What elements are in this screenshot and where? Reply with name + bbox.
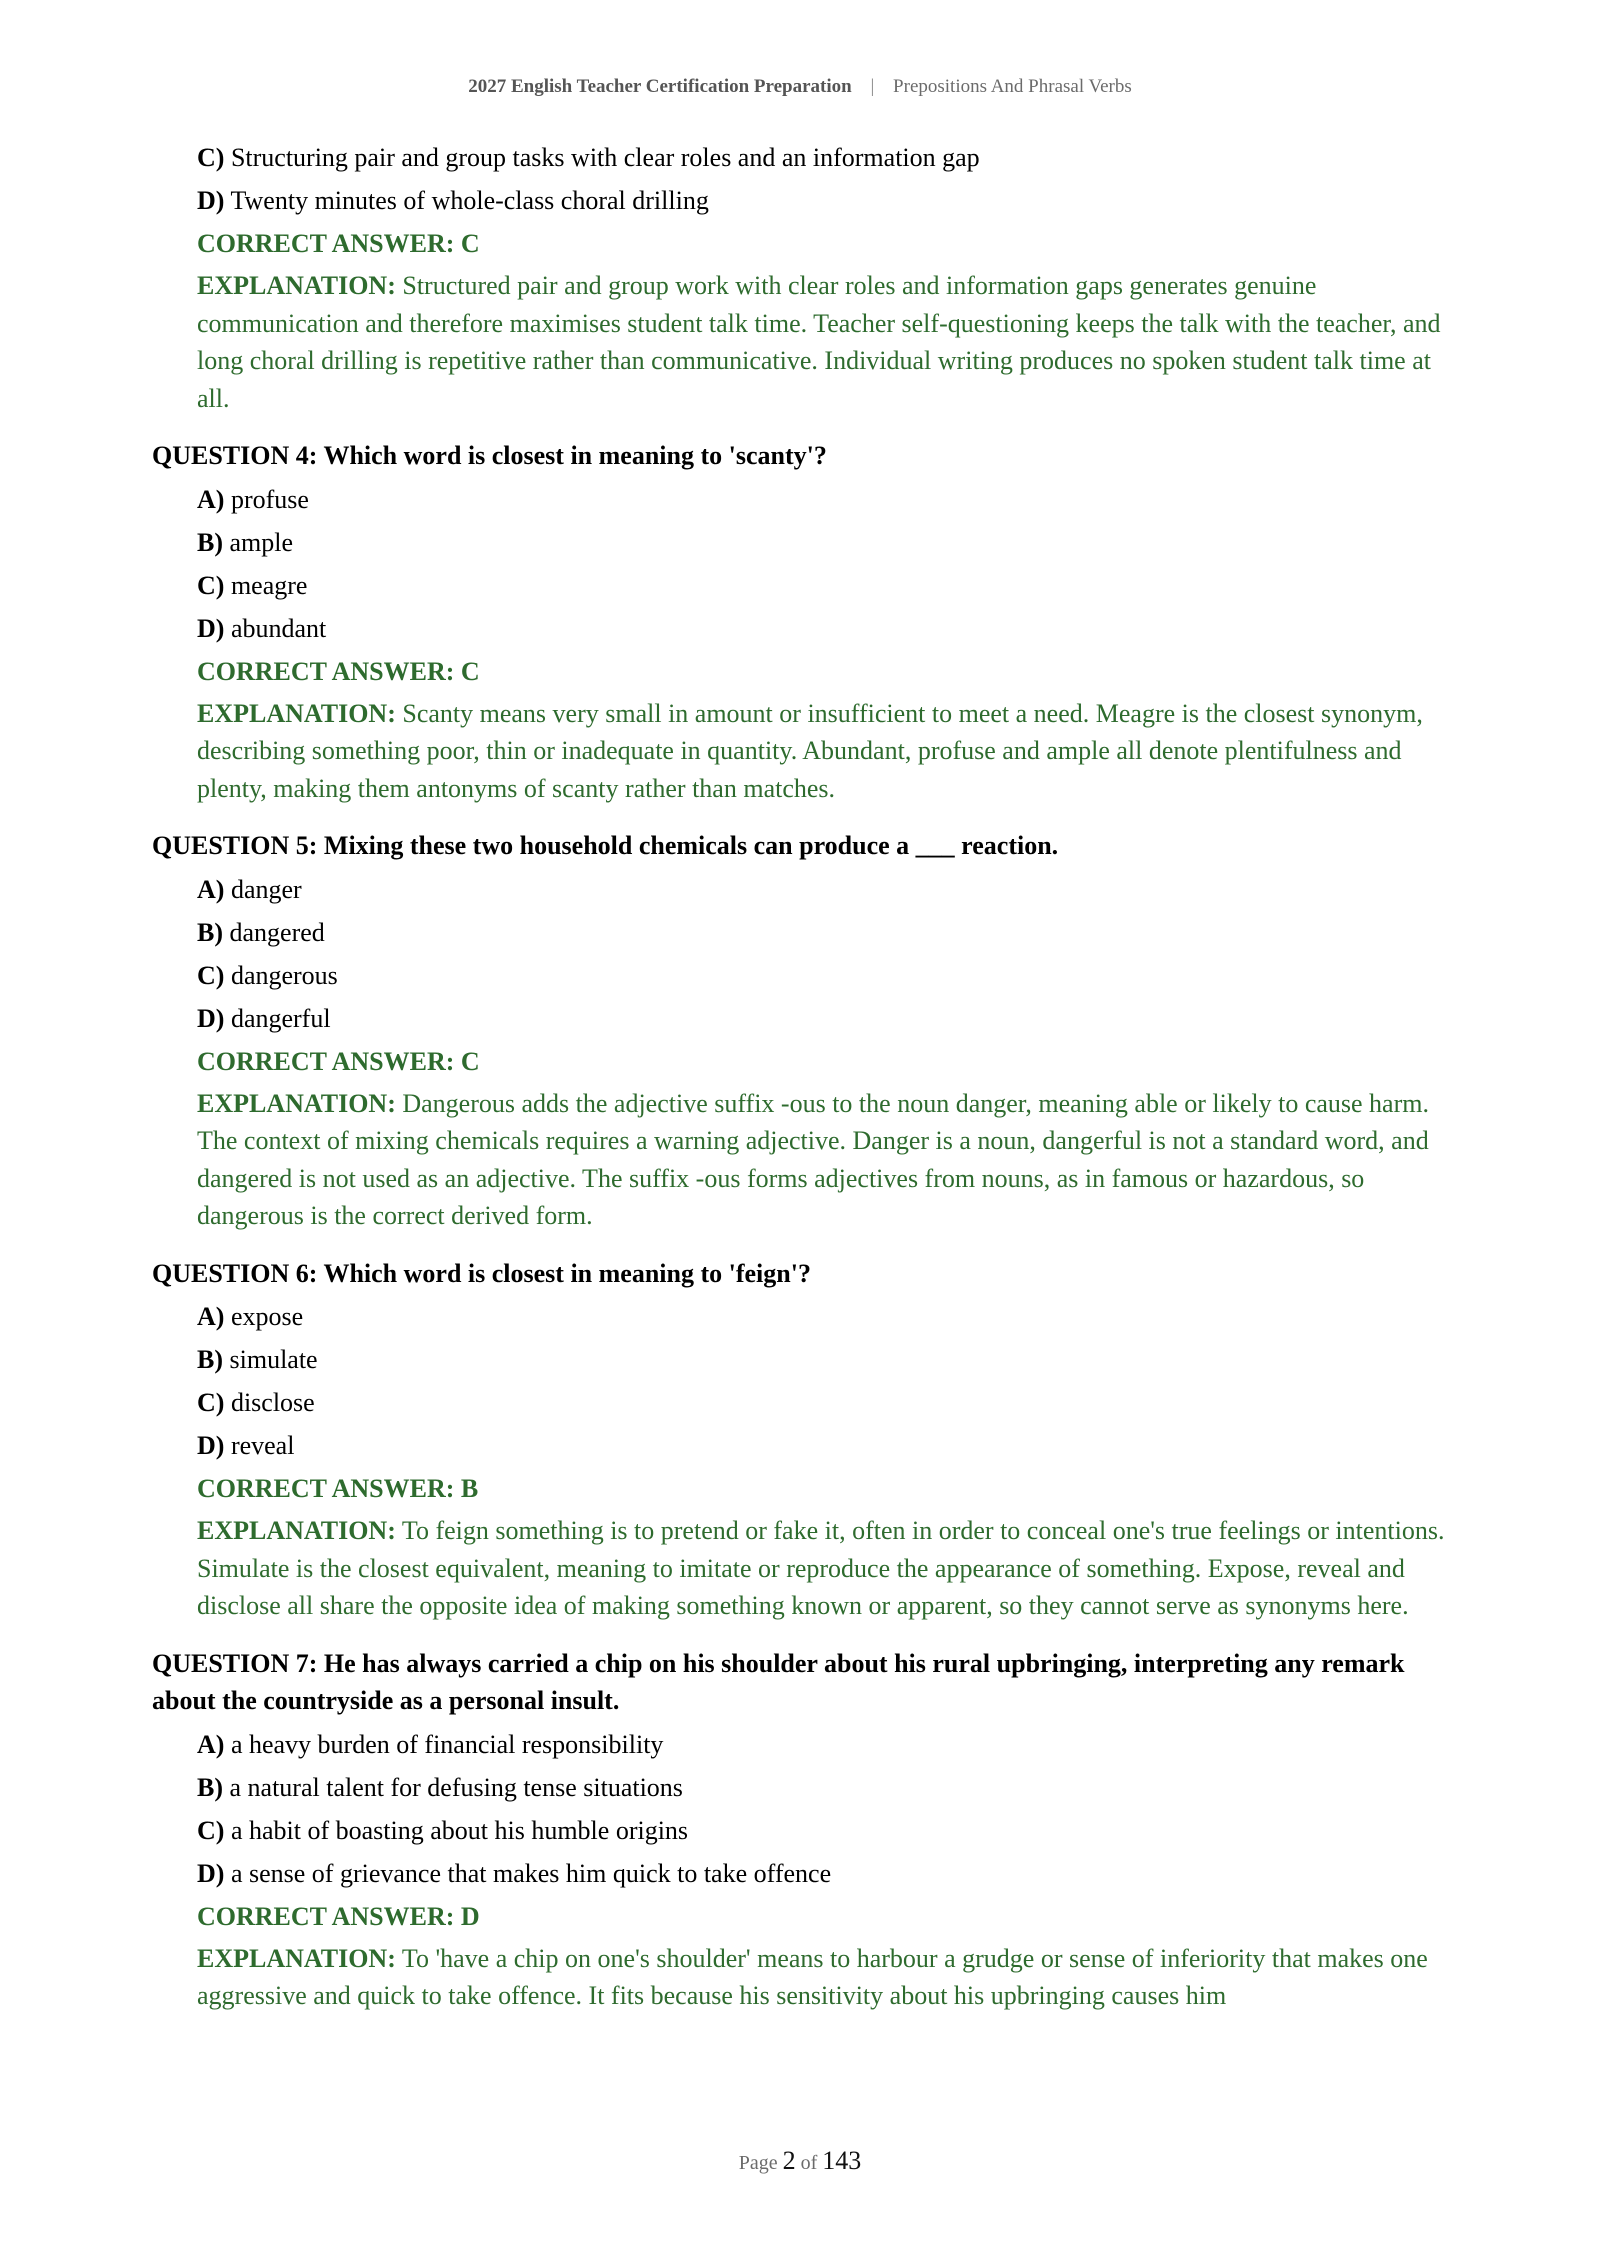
option-d: D) a sense of grievance that makes him quick to take offence xyxy=(197,1858,832,1888)
page-label: Page xyxy=(738,2152,778,2174)
option-d: D) dangerful xyxy=(197,1003,331,1033)
option-a: A) expose xyxy=(197,1302,304,1331)
option-a: A) danger xyxy=(197,874,302,904)
explanation: EXPLANATION: Structured pair and group work with clear roles and information gaps generates genuine communication and therefore maximises student talk time. Teacher self-questioning keeps the talk with the teacher, and long choral drilling is repetitive rather than communicative. Individual writing produces no spoken student talk time at all. xyxy=(197,271,1441,413)
explanation: EXPLANATION: Dangerous adds the adjective suffix -ous to the noun danger, meaning able or likely to cause harm. The context of mixing chemicals requires a warning adjective. Danger is a noun, dangerful is not a standard word, and dangered is not used as an adjective. The suffix -ous forms adjectives from nouns, as in famous or hazardous, so dangerous is the correct derived form. xyxy=(197,1088,1429,1230)
option-c: C) Structuring pair and group tasks with clear roles and an information gap xyxy=(197,143,980,172)
page-footer xyxy=(0,2146,1600,2176)
page-total: 143 xyxy=(822,2146,862,2175)
explanation: EXPLANATION: To 'have a chip on one's shoulder' means to harbour a grudge or sense of inferiority that makes one aggressive and quick to take offence. It fits because his sensitivity about his upbringing causes him xyxy=(197,1943,1428,2010)
running-header xyxy=(0,76,1600,98)
option-c: C) disclose xyxy=(197,1388,315,1417)
correct-answer: CORRECT ANSWER: C xyxy=(197,229,480,258)
option-d: D) Twenty minutes of whole-class choral drilling xyxy=(197,186,709,215)
option-a: A) profuse xyxy=(197,484,309,514)
option-b: B) simulate xyxy=(197,1345,318,1374)
option-b: B) a natural talent for defusing tense situations xyxy=(197,1772,683,1802)
question-4-body xyxy=(152,478,1452,808)
question-3-tail xyxy=(152,136,1452,417)
of-label: of xyxy=(800,2152,818,2174)
explanation: EXPLANATION: Scanty means very small in amount or insufficient to meet a need. Meagre is the closest synonym, describing something poor, thin or inadequate in quantity. Abundant, profuse and ample all denote plentifulness and plenty, making them antonyms of scanty rather than matches. xyxy=(197,698,1423,803)
correct-answer: CORRECT ANSWER: D xyxy=(197,1901,480,1931)
option-b: B) ample xyxy=(197,527,294,557)
header-separator: | xyxy=(870,76,875,97)
question-5-body xyxy=(152,868,1452,1235)
option-d: D) abundant xyxy=(197,613,327,643)
correct-answer: CORRECT ANSWER: C xyxy=(197,1046,480,1076)
option-c: C) a habit of boasting about his humble origins xyxy=(197,1815,689,1845)
question-7-title: QUESTION 7: He has always carried a chip on his shoulder about his rural upbringing, interpreting any remark about the countryside as a personal insult. xyxy=(152,1648,1405,1715)
explanation: EXPLANATION: To feign something is to pretend or fake it, often in order to conceal one's true feelings or intentions. Simulate is the closest equivalent, meaning to imitate or reproduce the appearance of something. Expose, reveal and disclose all share the opposite idea of making something known or apparent, so they cannot serve as synonyms here. xyxy=(197,1516,1445,1620)
question-5-title: QUESTION 5: Mixing these two household chemicals can produce a ___ reaction. xyxy=(152,831,1059,860)
question-4-title: QUESTION 4: Which word is closest in meaning to 'scanty'? xyxy=(152,441,827,470)
question-6-title: QUESTION 6: Which word is closest in meaning to 'feign'? xyxy=(152,1258,811,1288)
question-7-body xyxy=(152,1723,1452,2015)
header-title: 2027 English Teacher Certification Preparation xyxy=(468,76,852,97)
question-6-body xyxy=(152,1295,1452,1625)
header-section: Prepositions And Phrasal Verbs xyxy=(893,76,1132,97)
page-content xyxy=(152,136,1452,2015)
option-a: A) a heavy burden of financial responsibility xyxy=(197,1729,664,1759)
option-d: D) reveal xyxy=(197,1431,295,1460)
page-number: 2 xyxy=(782,2146,796,2175)
option-c: C) meagre xyxy=(197,570,308,600)
option-b: B) dangered xyxy=(197,917,325,947)
correct-answer: CORRECT ANSWER: B xyxy=(197,1474,479,1503)
option-c: C) dangerous xyxy=(197,960,338,990)
correct-answer: CORRECT ANSWER: C xyxy=(197,656,480,686)
